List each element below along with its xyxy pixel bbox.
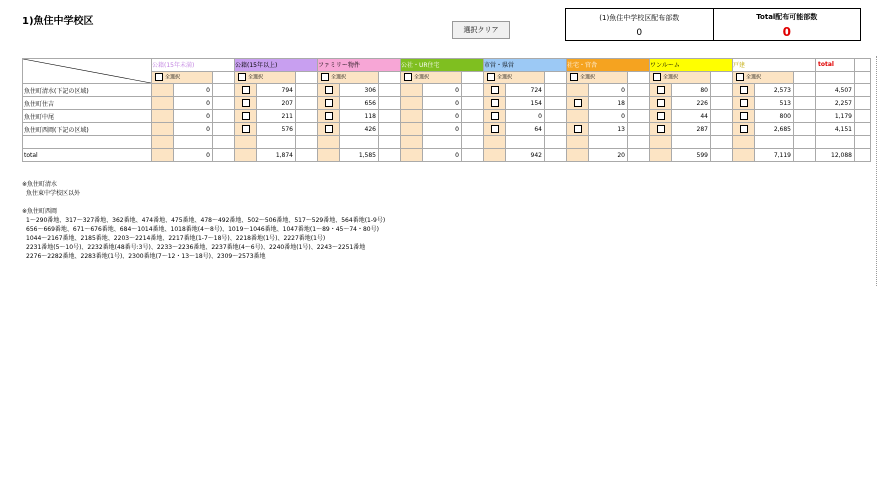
row-label: 魚住町住吉 [23, 97, 152, 110]
selected-cell [379, 97, 401, 110]
note-1-body: 魚住東中学校区以外 [26, 190, 81, 197]
row-checkbox[interactable] [242, 125, 250, 133]
count-cell: 18 [589, 97, 628, 110]
row-checkbox-cell[interactable] [733, 97, 755, 110]
total-count-cell: 599 [672, 149, 711, 162]
category-header: ファミリー物件 [318, 59, 401, 72]
count-cell: 426 [340, 123, 379, 136]
category-header: 市営・県営 [484, 59, 567, 72]
selected-cell [213, 97, 235, 110]
count-cell: 306 [340, 84, 379, 97]
total-count-cell: 0 [174, 149, 213, 162]
empty-cell [855, 71, 871, 84]
selected-cell [462, 110, 484, 123]
count-cell: 724 [506, 84, 545, 97]
row-checkbox[interactable] [574, 99, 582, 107]
selected-cell [213, 110, 235, 123]
row-label: 魚住町中尾 [23, 110, 152, 123]
row-checkbox-cell [401, 110, 423, 123]
select-all-checkbox[interactable] [404, 73, 412, 81]
select-all-label: 全選択 [497, 74, 513, 81]
selected-cell [711, 97, 733, 110]
total-count-cell: 1,874 [257, 149, 296, 162]
row-checkbox-cell[interactable] [484, 123, 506, 136]
row-checkbox-cell[interactable] [733, 123, 755, 136]
empty-cell [855, 97, 871, 110]
count-cell: 2,573 [755, 84, 794, 97]
selected-cell [296, 97, 318, 110]
selected-cell [794, 97, 816, 110]
selected-cell [296, 84, 318, 97]
selected-cell [379, 123, 401, 136]
count-cell: 226 [672, 97, 711, 110]
grand-total: 12,088 [816, 149, 855, 162]
select-all-checkbox[interactable] [155, 73, 163, 81]
row-checkbox-cell[interactable] [484, 97, 506, 110]
selected-cell [462, 123, 484, 136]
selected-cell [462, 84, 484, 97]
selected-cell [794, 110, 816, 123]
row-checkbox-cell[interactable] [484, 110, 506, 123]
note-2-line: 2231番地(5～10号)、2232番地(48番号:3号)、2233～2236番地、2237番地(4～6号)、2240番地(1号)、2243～2251番地 [26, 244, 366, 251]
row-checkbox-cell [152, 110, 174, 123]
district-count-label: (1)魚住中学校区配布部数 [599, 14, 680, 23]
corner-cell [23, 59, 152, 84]
summary-box [565, 8, 861, 41]
row-checkbox-cell[interactable] [235, 97, 257, 110]
row-checkbox-cell [401, 123, 423, 136]
district-count-cell [566, 9, 714, 40]
row-total: 2,257 [816, 97, 855, 110]
count-cell: 118 [340, 110, 379, 123]
total-count-label: Total配布可能部数 [756, 13, 818, 22]
selected-cell [794, 84, 816, 97]
row-checkbox[interactable] [740, 86, 748, 94]
note-2-title: ※魚住町西岡 [22, 208, 58, 215]
count-cell: 656 [340, 97, 379, 110]
total-count-cell: 20 [589, 149, 628, 162]
count-cell: 287 [672, 123, 711, 136]
row-checkbox-cell[interactable] [650, 123, 672, 136]
row-total: 4,151 [816, 123, 855, 136]
empty-cell [794, 71, 816, 84]
select-all-label: 全選択 [165, 74, 181, 81]
selected-cell [545, 97, 567, 110]
row-checkbox-cell[interactable] [235, 84, 257, 97]
row-checkbox-cell[interactable] [484, 84, 506, 97]
row-checkbox[interactable] [657, 99, 665, 107]
select-all-label: 全選択 [331, 74, 347, 81]
distribution-table [22, 58, 871, 162]
row-checkbox-cell [401, 84, 423, 97]
row-checkbox-cell[interactable] [650, 97, 672, 110]
count-cell: 0 [174, 97, 213, 110]
count-cell: 0 [423, 110, 462, 123]
count-cell: 576 [257, 123, 296, 136]
selected-cell [711, 123, 733, 136]
row-checkbox-cell[interactable] [650, 84, 672, 97]
total-count-cell: 7,119 [755, 149, 794, 162]
row-checkbox-cell[interactable] [318, 123, 340, 136]
note-2-line: 656～669番地、671～676番地、684～1014番地、1018番地(4～8号)、1019～1046番地、1047番地(1～89・45～74・80号) [26, 226, 379, 233]
count-cell: 0 [506, 110, 545, 123]
row-checkbox[interactable] [325, 99, 333, 107]
empty-cell [855, 84, 871, 97]
select-all-checkbox[interactable] [736, 73, 744, 81]
category-header: ワンルーム [650, 59, 733, 72]
selected-cell [213, 84, 235, 97]
row-checkbox-cell [152, 97, 174, 110]
count-cell: 794 [257, 84, 296, 97]
count-cell: 0 [174, 123, 213, 136]
row-checkbox[interactable] [740, 125, 748, 133]
select-all-cell[interactable] [733, 71, 794, 84]
selected-cell [296, 123, 318, 136]
selected-cell [545, 84, 567, 97]
selected-cell [711, 110, 733, 123]
select-all-cell[interactable] [650, 71, 711, 84]
count-cell: 800 [755, 110, 794, 123]
selected-cell [296, 110, 318, 123]
count-cell: 211 [257, 110, 296, 123]
clear-selection-button[interactable]: 選択クリア [452, 21, 510, 39]
count-cell: 0 [589, 110, 628, 123]
selected-cell [711, 84, 733, 97]
select-all-checkbox[interactable] [570, 73, 578, 81]
selected-cell [628, 110, 650, 123]
selected-cell [545, 123, 567, 136]
select-all-cell[interactable] [484, 71, 545, 84]
note-1-title: ※魚住町清水 [22, 181, 58, 188]
table-row [23, 84, 871, 97]
selected-cell [545, 110, 567, 123]
page-title: 1)魚住中学校区 [22, 16, 94, 27]
empty-cell [711, 71, 733, 84]
row-checkbox[interactable] [657, 86, 665, 94]
row-total: 1,179 [816, 110, 855, 123]
empty-cell [855, 123, 871, 136]
category-header: 公籍(15年未満) [152, 59, 235, 72]
empty-cell [213, 71, 235, 84]
count-cell: 0 [423, 97, 462, 110]
select-all-cell[interactable] [401, 71, 462, 84]
row-checkbox[interactable] [740, 99, 748, 107]
total-count-value: 0 [782, 24, 791, 39]
empty-cell [855, 59, 871, 72]
row-checkbox[interactable] [657, 112, 665, 120]
empty-cell [855, 110, 871, 123]
count-cell: 0 [174, 110, 213, 123]
note-2-line: 1044～2167番地、2185番地、2203～2214番地、2217番地(1-7～18号)、2218番地(1号)、2227番地(1号) [26, 235, 326, 242]
selected-cell [628, 84, 650, 97]
row-total: 4,507 [816, 84, 855, 97]
row-checkbox[interactable] [491, 112, 499, 120]
count-cell: 513 [755, 97, 794, 110]
total-row-label: total [23, 149, 152, 162]
blank-row [23, 136, 871, 149]
selected-cell [628, 97, 650, 110]
row-checkbox-cell[interactable] [567, 123, 589, 136]
notes [22, 180, 385, 261]
select-all-label: 全選択 [248, 74, 264, 81]
select-all-label: 全選択 [414, 74, 430, 81]
row-checkbox-cell[interactable] [650, 110, 672, 123]
selected-cell [794, 123, 816, 136]
empty-cell [379, 71, 401, 84]
empty-cell [545, 71, 567, 84]
row-checkbox-cell[interactable] [567, 97, 589, 110]
select-all-label: 全選択 [746, 74, 762, 81]
category-header: 社宅・官舎 [567, 59, 650, 72]
row-label: 魚住町西岡(下記の区域) [23, 123, 152, 136]
empty-cell [462, 71, 484, 84]
total-count-cell: 0 [423, 149, 462, 162]
row-checkbox[interactable] [574, 125, 582, 133]
selected-cell [213, 123, 235, 136]
row-checkbox[interactable] [740, 112, 748, 120]
total-count-cell: 1,585 [340, 149, 379, 162]
note-2-line: 1～290番地、317～327番地、362番地、474番地、475番地、478～492番地、502～506番地、517～529番地、564番地(1-9号) [26, 217, 386, 224]
select-all-checkbox[interactable] [238, 73, 246, 81]
row-checkbox[interactable] [657, 125, 665, 133]
count-cell: 0 [174, 84, 213, 97]
count-cell: 13 [589, 123, 628, 136]
note-2-line: 2276～2282番地、2283番地(1号)、2300番地(7～12・13～18号)、2309～2573番地 [26, 253, 266, 260]
select-all-cell[interactable] [235, 71, 296, 84]
select-all-cell[interactable] [567, 71, 628, 84]
row-checkbox-cell[interactable] [235, 123, 257, 136]
count-cell: 0 [423, 84, 462, 97]
page-break-line [876, 56, 878, 286]
total-count-cell: 942 [506, 149, 545, 162]
row-checkbox-cell [567, 84, 589, 97]
selected-cell [628, 123, 650, 136]
row-checkbox-cell[interactable] [733, 110, 755, 123]
table-row [23, 97, 871, 110]
row-checkbox-cell[interactable] [318, 97, 340, 110]
empty-cell [296, 71, 318, 84]
total-count-cell [714, 9, 861, 40]
category-header: 公籍(15年以上) [235, 59, 318, 72]
table-row [23, 110, 871, 123]
row-checkbox[interactable] [242, 86, 250, 94]
row-checkbox[interactable] [491, 125, 499, 133]
select-all-label: 全選択 [580, 74, 596, 81]
select-all-label: 全選択 [663, 74, 679, 81]
row-label: 魚住町清水(下記の区域) [23, 84, 152, 97]
count-cell: 0 [589, 84, 628, 97]
select-all-checkbox[interactable] [321, 73, 329, 81]
row-checkbox[interactable] [325, 125, 333, 133]
category-header: 戸建 [733, 59, 816, 72]
row-checkbox-cell [152, 123, 174, 136]
selected-cell [462, 97, 484, 110]
row-checkbox[interactable] [491, 99, 499, 107]
row-checkbox-cell[interactable] [733, 84, 755, 97]
empty-cell [628, 71, 650, 84]
count-cell: 64 [506, 123, 545, 136]
total-row [23, 149, 871, 162]
row-checkbox-cell [152, 84, 174, 97]
selected-cell [379, 110, 401, 123]
empty-cell [816, 71, 855, 84]
row-checkbox[interactable] [242, 99, 250, 107]
row-checkbox[interactable] [242, 112, 250, 120]
total-column-header: total [816, 59, 855, 72]
row-checkbox-cell [401, 97, 423, 110]
count-cell: 154 [506, 97, 545, 110]
row-checkbox-cell[interactable] [318, 84, 340, 97]
count-cell: 207 [257, 97, 296, 110]
select-all-cell[interactable] [318, 71, 379, 84]
count-cell: 80 [672, 84, 711, 97]
row-checkbox[interactable] [325, 112, 333, 120]
row-checkbox-cell[interactable] [318, 110, 340, 123]
select-all-cell[interactable] [152, 71, 213, 84]
district-count-value: 0 [636, 27, 643, 38]
select-all-checkbox[interactable] [487, 73, 495, 81]
count-cell: 2,685 [755, 123, 794, 136]
row-checkbox[interactable] [325, 86, 333, 94]
count-cell: 44 [672, 110, 711, 123]
count-cell: 0 [423, 123, 462, 136]
category-header: 公社・UR住宅 [401, 59, 484, 72]
row-checkbox-cell[interactable] [235, 110, 257, 123]
row-checkbox[interactable] [491, 86, 499, 94]
select-all-checkbox[interactable] [653, 73, 661, 81]
selected-cell [379, 84, 401, 97]
table-row [23, 123, 871, 136]
row-checkbox-cell [567, 110, 589, 123]
